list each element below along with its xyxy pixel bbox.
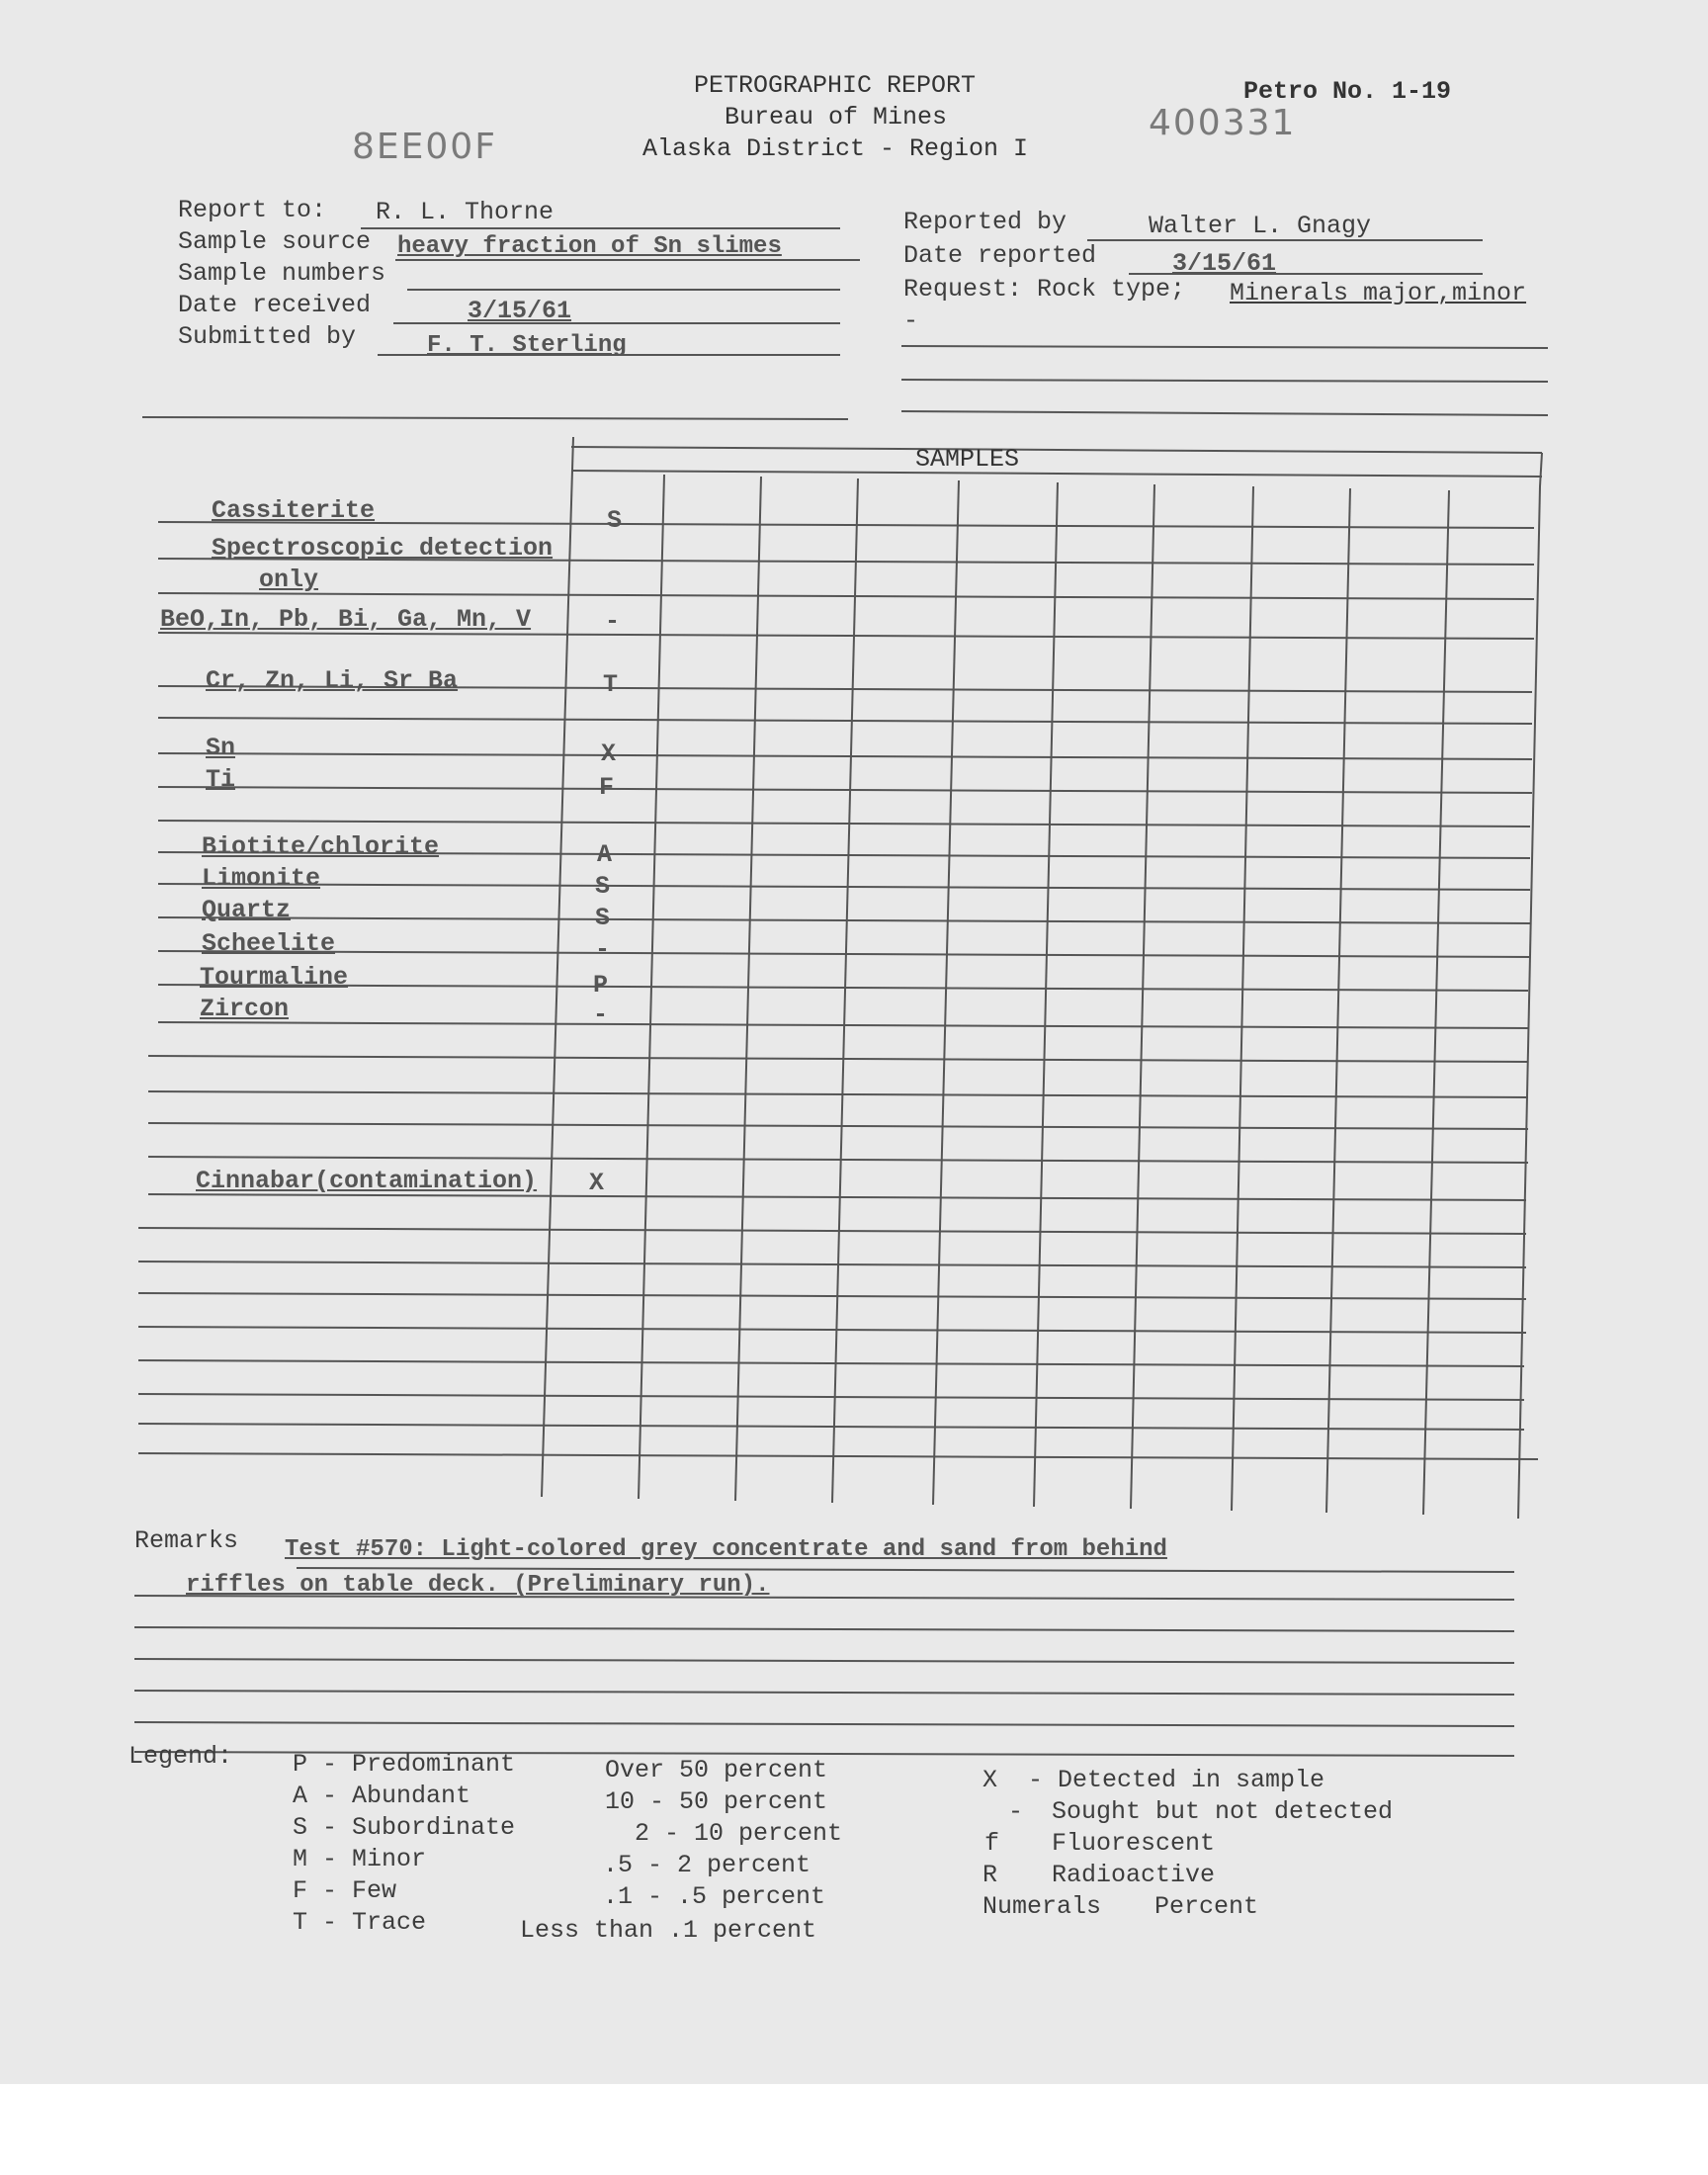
- date-received-value: 3/15/61: [468, 297, 572, 325]
- report-to-value: R. L. Thorne: [376, 198, 555, 226]
- row-label: Cinnabar(contamination): [196, 1167, 538, 1195]
- legend-range: .5 - 2 percent: [603, 1851, 811, 1879]
- row-value: X: [601, 740, 617, 768]
- row-label: Scheelite: [202, 929, 336, 958]
- request-value: Minerals major,minor: [1230, 279, 1527, 307]
- row-value: A: [597, 840, 613, 869]
- remarks-line-2: riffles on table deck. (Preliminary run).: [186, 1572, 770, 1599]
- legend-description: Percent: [1154, 1892, 1259, 1921]
- row-label: Sn: [206, 734, 236, 762]
- legend-symbol: f: [984, 1829, 1000, 1858]
- legend-symbol: Numerals: [982, 1892, 1102, 1921]
- petro-number: Petro No. 1-19: [1243, 77, 1452, 106]
- legend-code: M - Minor: [293, 1845, 427, 1873]
- row-value: X: [589, 1169, 605, 1197]
- row-value: -: [605, 607, 621, 636]
- legend-code: P - Predominant: [293, 1750, 516, 1779]
- row-label: Tourmaline: [200, 963, 349, 992]
- legend-code: F - Few: [293, 1876, 397, 1905]
- legend-description: Sought but not detected: [1052, 1797, 1394, 1826]
- legend-range: Less than .1 percent: [520, 1916, 817, 1945]
- legend-symbol: X: [982, 1766, 998, 1794]
- submitted-by-label: Submitted by: [178, 322, 357, 351]
- row-label: Cassiterite: [212, 496, 376, 525]
- remarks-label: Remarks: [134, 1526, 239, 1555]
- row-value: S: [595, 904, 611, 932]
- row-label: Quartz: [202, 896, 292, 924]
- sample-numbers-label: Sample numbers: [178, 259, 386, 288]
- legend-symbol: -: [1008, 1797, 1024, 1826]
- row-value: T: [603, 670, 619, 699]
- date-reported-value: 3/15/61: [1172, 249, 1277, 278]
- row-label: Zircon: [200, 995, 290, 1023]
- row-value: S: [595, 872, 611, 901]
- date-received-label: Date received: [178, 291, 372, 319]
- district-name: Alaska District - Region I: [642, 134, 1029, 163]
- report-to-label: Report to:: [178, 196, 327, 224]
- row-value: P: [593, 971, 609, 1000]
- legend-range: Over 50 percent: [605, 1756, 828, 1784]
- row-label: Biotite/chlorite: [202, 832, 440, 861]
- row-value: F: [599, 773, 615, 802]
- reported-by-label: Reported by: [903, 208, 1068, 236]
- row-label: Ti: [206, 765, 236, 794]
- remarks-line-1: Test #570: Light-colored grey concentrate and sand from behind: [285, 1536, 1167, 1563]
- row-value: -: [595, 935, 611, 964]
- row-value: S: [607, 506, 623, 535]
- agency-name: Bureau of Mines: [725, 103, 948, 131]
- legend-description: Fluorescent: [1052, 1829, 1216, 1858]
- request-extra-value: -: [903, 306, 919, 335]
- legend-range: 2 - 10 percent: [635, 1819, 843, 1848]
- legend-range: 10 - 50 percent: [605, 1787, 828, 1816]
- report-title: PETROGRAPHIC REPORT: [694, 71, 977, 100]
- row-value: -: [593, 1000, 609, 1029]
- row-label: only: [259, 566, 319, 594]
- legend-code: T - Trace: [293, 1908, 427, 1937]
- legend-code: S - Subordinate: [293, 1813, 516, 1842]
- row-label: Cr, Zn, Li, Sr Ba: [206, 666, 459, 695]
- sample-source-label: Sample source: [178, 227, 372, 256]
- sample-source-value: heavy fraction of Sn slimes: [397, 233, 782, 260]
- request-label: Request: Rock type;: [903, 275, 1186, 304]
- reported-by-value: Walter L. Gnagy: [1149, 212, 1372, 240]
- row-label: Limonite: [202, 864, 321, 893]
- legend-code: A - Abundant: [293, 1782, 471, 1810]
- submitted-by-value: F. T. Sterling: [427, 332, 627, 359]
- legend-symbol: R: [982, 1861, 998, 1889]
- legend-range: .1 - .5 percent: [603, 1882, 826, 1911]
- legend-label: Legend:: [128, 1742, 233, 1771]
- row-label: Spectroscopic detection: [212, 534, 554, 563]
- date-reported-label: Date reported: [903, 241, 1097, 270]
- legend-description: Radioactive: [1052, 1861, 1216, 1889]
- row-label: BeO,In, Pb, Bi, Ga, Mn, V: [160, 605, 532, 634]
- stamp-number-left: 8EE00F: [352, 127, 497, 167]
- legend-description: - Detected in sample: [1028, 1766, 1325, 1794]
- stamp-number-right: 400331: [1149, 103, 1297, 143]
- samples-header: SAMPLES: [915, 445, 1020, 474]
